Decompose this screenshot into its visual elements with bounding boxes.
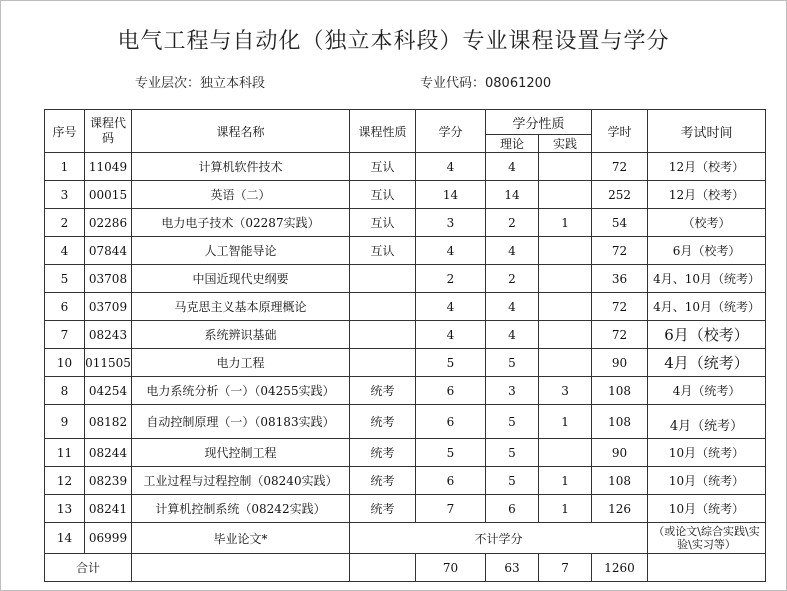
cell-code: 08182 bbox=[85, 405, 132, 439]
cell-hours: 72 bbox=[592, 237, 648, 265]
cell-theory: 5 bbox=[486, 405, 539, 439]
cell-name: 现代控制工程 bbox=[132, 439, 350, 467]
cell-exam: 4月、10月（统考） bbox=[648, 293, 766, 321]
page-title: 电气工程与自动化（独立本科段）专业课程设置与学分 bbox=[117, 29, 670, 54]
total-label: 合计 bbox=[45, 554, 132, 582]
cell-theory: 3 bbox=[486, 377, 539, 405]
cell-nature: 统考 bbox=[350, 495, 416, 523]
cell-seq: 1 bbox=[45, 153, 85, 181]
cell-credits: 6 bbox=[416, 377, 486, 405]
cell-nature: 统考 bbox=[350, 467, 416, 495]
cell-name: 电力工程 bbox=[132, 349, 350, 377]
cell-exam: 12月（校考） bbox=[648, 153, 766, 181]
table-row bbox=[45, 321, 766, 349]
cell-credits: 7 bbox=[416, 495, 486, 523]
cell-name: 电力电子技术（02287实践） bbox=[132, 209, 350, 237]
cell-seq: 3 bbox=[45, 181, 85, 209]
cell-seq: 12 bbox=[45, 467, 85, 495]
cell-code: 06999 bbox=[85, 523, 132, 554]
cell-code: 00015 bbox=[85, 181, 132, 209]
cell-exam: （或论文\综合实践\实验\实习等） bbox=[648, 523, 766, 554]
cell-name: 英语（二） bbox=[132, 181, 350, 209]
header-course-name: 课程名称 bbox=[132, 110, 350, 153]
cell-name: 电力系统分析（一）（04255实践） bbox=[132, 377, 350, 405]
cell-practice bbox=[539, 265, 592, 293]
cell-code: 02286 bbox=[85, 209, 132, 237]
header-nature: 课程性质 bbox=[350, 110, 416, 153]
cell-practice bbox=[539, 153, 592, 181]
cell-practice: 1 bbox=[539, 209, 592, 237]
cell-hours: 90 bbox=[592, 439, 648, 467]
total-hours: 1260 bbox=[592, 554, 648, 582]
cell-hours: 108 bbox=[592, 405, 648, 439]
cell-hours: 54 bbox=[592, 209, 648, 237]
cell-hours: 108 bbox=[592, 467, 648, 495]
header-practice: 实践 bbox=[539, 135, 592, 153]
table-row bbox=[45, 495, 766, 523]
cell-credits: 4 bbox=[416, 153, 486, 181]
cell-practice: 1 bbox=[539, 495, 592, 523]
cell-nature: 统考 bbox=[350, 405, 416, 439]
cell-nature bbox=[350, 349, 416, 377]
cell-hours: 108 bbox=[592, 377, 648, 405]
cell-credit-note: 不计学分 bbox=[350, 523, 648, 554]
cell-exam: 10月（统考） bbox=[648, 439, 766, 467]
total-blank-nature bbox=[350, 554, 416, 582]
cell-hours: 252 bbox=[592, 181, 648, 209]
cell-theory: 5 bbox=[486, 439, 539, 467]
table-row bbox=[45, 349, 766, 377]
total-credits: 70 bbox=[416, 554, 486, 582]
cell-credits: 4 bbox=[416, 321, 486, 349]
cell-practice bbox=[539, 293, 592, 321]
total-blank-name bbox=[132, 554, 350, 582]
header-theory: 理论 bbox=[486, 135, 539, 153]
cell-practice: 1 bbox=[539, 405, 592, 439]
table-row bbox=[45, 237, 766, 265]
cell-nature: 互认 bbox=[350, 181, 416, 209]
total-theory: 63 bbox=[486, 554, 539, 582]
cell-code: 011505 bbox=[85, 349, 132, 377]
cell-code: 11049 bbox=[85, 153, 132, 181]
cell-seq: 13 bbox=[45, 495, 85, 523]
table-row bbox=[45, 293, 766, 321]
cell-theory: 2 bbox=[486, 209, 539, 237]
cell-code: 08244 bbox=[85, 439, 132, 467]
table-row bbox=[45, 265, 766, 293]
header-credits: 学分 bbox=[416, 110, 486, 153]
cell-credits: 6 bbox=[416, 405, 486, 439]
total-row bbox=[45, 554, 766, 582]
cell-name: 工业过程与过程控制（08240实践） bbox=[132, 467, 350, 495]
cell-credits: 5 bbox=[416, 439, 486, 467]
cell-theory: 4 bbox=[486, 153, 539, 181]
cell-seq: 14 bbox=[45, 523, 85, 554]
thesis-row bbox=[45, 523, 766, 554]
cell-exam: （校考） bbox=[648, 209, 766, 237]
cell-hours: 72 bbox=[592, 153, 648, 181]
cell-name: 系统辨识基础 bbox=[132, 321, 350, 349]
cell-name: 马克思主义基本原理概论 bbox=[132, 293, 350, 321]
program-level: 专业层次：独立本科段 bbox=[135, 76, 266, 91]
cell-seq: 10 bbox=[45, 349, 85, 377]
cell-theory: 5 bbox=[486, 349, 539, 377]
cell-theory: 4 bbox=[486, 237, 539, 265]
cell-name: 计算机软件技术 bbox=[132, 153, 350, 181]
program-code: 专业代码：08061200 bbox=[420, 76, 552, 91]
cell-seq: 2 bbox=[45, 209, 85, 237]
cell-nature bbox=[350, 293, 416, 321]
table-row bbox=[45, 439, 766, 467]
cell-name: 毕业论文* bbox=[132, 523, 350, 554]
cell-theory: 14 bbox=[486, 181, 539, 209]
table-header bbox=[45, 110, 766, 153]
course-table bbox=[44, 109, 766, 582]
cell-nature: 互认 bbox=[350, 237, 416, 265]
cell-practice: 3 bbox=[539, 377, 592, 405]
cell-exam: 10月（统考） bbox=[648, 467, 766, 495]
cell-credits: 6 bbox=[416, 467, 486, 495]
cell-credits: 2 bbox=[416, 265, 486, 293]
cell-credits: 4 bbox=[416, 237, 486, 265]
total-blank-exam bbox=[648, 554, 766, 582]
cell-hours: 90 bbox=[592, 349, 648, 377]
cell-seq: 11 bbox=[45, 439, 85, 467]
total-practice: 7 bbox=[539, 554, 592, 582]
header-course-code: 课程代码 bbox=[85, 110, 132, 153]
cell-code: 08239 bbox=[85, 467, 132, 495]
cell-seq: 6 bbox=[45, 293, 85, 321]
cell-theory: 6 bbox=[486, 495, 539, 523]
cell-exam: 6月（校考） bbox=[648, 321, 766, 349]
cell-seq: 9 bbox=[45, 405, 85, 439]
cell-theory: 4 bbox=[486, 293, 539, 321]
cell-credits: 4 bbox=[416, 293, 486, 321]
header-exam-time: 考试时间 bbox=[648, 110, 766, 153]
cell-code: 08243 bbox=[85, 321, 132, 349]
cell-seq: 8 bbox=[45, 377, 85, 405]
cell-nature bbox=[350, 265, 416, 293]
header-hours: 学时 bbox=[592, 110, 648, 153]
cell-hours: 126 bbox=[592, 495, 648, 523]
cell-credits: 5 bbox=[416, 349, 486, 377]
cell-practice: 1 bbox=[539, 467, 592, 495]
header-seq: 序号 bbox=[45, 110, 85, 153]
cell-seq: 7 bbox=[45, 321, 85, 349]
cell-practice bbox=[539, 237, 592, 265]
table-row bbox=[45, 467, 766, 495]
cell-exam: 6月（校考） bbox=[648, 237, 766, 265]
cell-credits: 3 bbox=[416, 209, 486, 237]
cell-theory: 5 bbox=[486, 467, 539, 495]
cell-theory: 2 bbox=[486, 265, 539, 293]
cell-exam: 4月（统考） bbox=[648, 405, 766, 439]
cell-name: 计算机控制系统（08242实践） bbox=[132, 495, 350, 523]
cell-nature: 统考 bbox=[350, 377, 416, 405]
cell-practice bbox=[539, 181, 592, 209]
cell-credits: 14 bbox=[416, 181, 486, 209]
cell-code: 03709 bbox=[85, 293, 132, 321]
table-body bbox=[45, 153, 766, 582]
cell-seq: 4 bbox=[45, 237, 85, 265]
table-row bbox=[45, 377, 766, 405]
cell-hours: 36 bbox=[592, 265, 648, 293]
cell-name: 自动控制原理（一）（08183实践） bbox=[132, 405, 350, 439]
cell-practice bbox=[539, 321, 592, 349]
cell-exam: 4月（统考） bbox=[648, 349, 766, 377]
cell-exam: 10月（统考） bbox=[648, 495, 766, 523]
cell-nature: 互认 bbox=[350, 153, 416, 181]
cell-hours: 72 bbox=[592, 321, 648, 349]
cell-code: 03708 bbox=[85, 265, 132, 293]
table-row bbox=[45, 209, 766, 237]
cell-practice bbox=[539, 349, 592, 377]
cell-nature: 统考 bbox=[350, 439, 416, 467]
cell-hours: 72 bbox=[592, 293, 648, 321]
cell-exam: 4月、10月（统考） bbox=[648, 265, 766, 293]
cell-name: 中国近现代史纲要 bbox=[132, 265, 350, 293]
cell-theory: 4 bbox=[486, 321, 539, 349]
cell-seq: 5 bbox=[45, 265, 85, 293]
table-row bbox=[45, 181, 766, 209]
cell-code: 07844 bbox=[85, 237, 132, 265]
cell-exam: 4月（统考） bbox=[648, 377, 766, 405]
cell-practice bbox=[539, 439, 592, 467]
cell-nature: 互认 bbox=[350, 209, 416, 237]
cell-exam: 12月（校考） bbox=[648, 181, 766, 209]
cell-code: 08241 bbox=[85, 495, 132, 523]
table-row bbox=[45, 405, 766, 439]
table-row bbox=[45, 153, 766, 181]
cell-nature bbox=[350, 321, 416, 349]
cell-name: 人工智能导论 bbox=[132, 237, 350, 265]
header-credit-nature: 学分性质 bbox=[486, 110, 592, 135]
cell-code: 04254 bbox=[85, 377, 132, 405]
